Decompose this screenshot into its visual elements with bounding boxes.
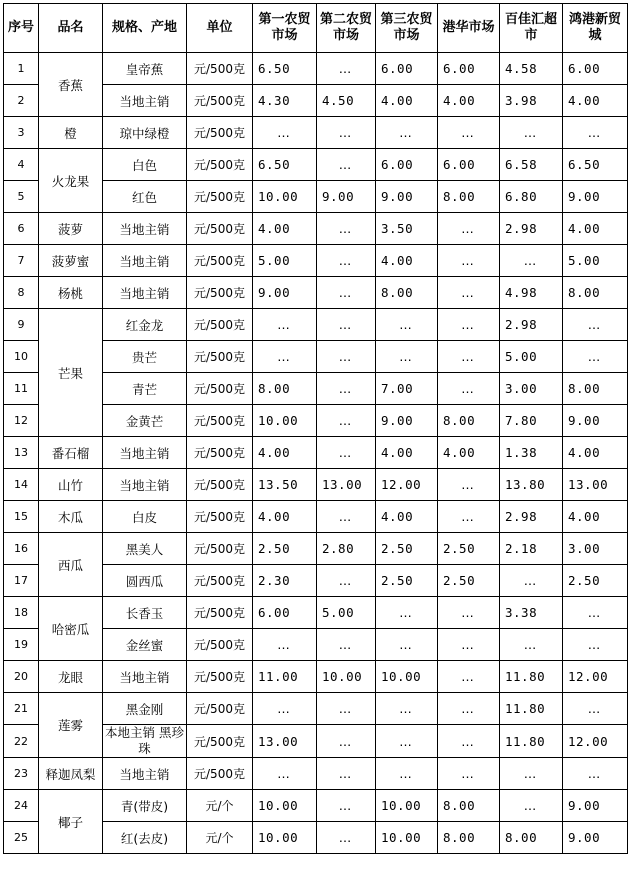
header-name: 品名 [39,4,103,53]
price-cell-market-3: … [376,341,438,373]
product-spec: 当地主销 [103,661,187,693]
product-name: 火龙果 [39,149,103,213]
price-cell-market-3: 10.00 [376,822,438,854]
price-cell-market-1: 10.00 [253,790,317,822]
row-number: 23 [4,758,39,790]
price-cell-market-3: 9.00 [376,181,438,213]
product-spec: 当地主销 [103,277,187,309]
price-cell-market-4: 4.00 [438,437,500,469]
price-cell-market-3: 6.00 [376,149,438,181]
price-cell-market-5: 3.00 [500,373,563,405]
product-spec: 金黄芒 [103,405,187,437]
product-spec: 当地主销 [103,469,187,501]
price-unit: 元/500克 [187,661,253,693]
price-cell-market-6: 4.00 [563,85,628,117]
row-number: 16 [4,533,39,565]
product-spec: 白皮 [103,501,187,533]
price-cell-market-3: 8.00 [376,277,438,309]
price-cell-market-5: 7.80 [500,405,563,437]
header-market-4: 港华市场 [438,4,500,53]
row-number: 1 [4,53,39,85]
price-cell-market-5: 3.98 [500,85,563,117]
price-cell-market-5: … [500,790,563,822]
price-cell-market-3: … [376,725,438,758]
price-cell-market-1: 5.00 [253,245,317,277]
price-cell-market-5: 11.80 [500,725,563,758]
price-cell-market-2: … [317,725,376,758]
price-cell-market-1: 11.00 [253,661,317,693]
row-number: 11 [4,373,39,405]
price-cell-market-2: … [317,693,376,725]
price-cell-market-4: 8.00 [438,790,500,822]
price-cell-market-3: … [376,629,438,661]
price-cell-market-1: 8.00 [253,373,317,405]
price-cell-market-4: … [438,501,500,533]
price-unit: 元/500克 [187,533,253,565]
header-row [4,4,628,53]
table-body [4,53,628,854]
price-cell-market-5: … [500,245,563,277]
price-cell-market-3: 9.00 [376,405,438,437]
row-number: 5 [4,181,39,213]
price-unit: 元/500克 [187,85,253,117]
row-number: 7 [4,245,39,277]
product-spec: 贵芒 [103,341,187,373]
price-cell-market-4: … [438,597,500,629]
price-cell-market-4: … [438,117,500,149]
price-cell-market-2: 13.00 [317,469,376,501]
price-cell-market-2: … [317,341,376,373]
price-cell-market-1: … [253,341,317,373]
price-cell-market-5: 8.00 [500,822,563,854]
table-row [4,533,628,565]
price-cell-market-4: 8.00 [438,181,500,213]
price-cell-market-3: 6.00 [376,53,438,85]
price-unit: 元/500克 [187,405,253,437]
row-number: 19 [4,629,39,661]
product-name: 香蕉 [39,53,103,117]
product-name: 菠萝 [39,213,103,245]
price-cell-market-1: … [253,758,317,790]
price-cell-market-4: 4.00 [438,85,500,117]
product-name: 椰子 [39,790,103,854]
price-unit: 元/500克 [187,501,253,533]
price-cell-market-1: 4.00 [253,501,317,533]
price-cell-market-1: 4.00 [253,437,317,469]
price-cell-market-2: … [317,53,376,85]
price-cell-market-4: … [438,661,500,693]
product-name: 山竹 [39,469,103,501]
price-cell-market-3: 4.00 [376,501,438,533]
price-cell-market-6: 2.50 [563,565,628,597]
price-cell-market-4: … [438,758,500,790]
price-cell-market-5: 2.98 [500,501,563,533]
header-no: 序号 [4,4,39,53]
price-cell-market-1: 2.50 [253,533,317,565]
price-cell-market-6: 3.00 [563,533,628,565]
row-number: 21 [4,693,39,725]
price-cell-market-6: 8.00 [563,277,628,309]
product-spec: 当地主销 [103,437,187,469]
price-cell-market-2: … [317,149,376,181]
price-cell-market-6: … [563,309,628,341]
price-unit: 元/500克 [187,245,253,277]
price-cell-market-5: … [500,629,563,661]
table-row [4,245,628,277]
header-market-3: 第三农贸市场 [376,4,438,53]
product-name: 莲雾 [39,693,103,758]
price-cell-market-2: … [317,822,376,854]
table-row [4,597,628,629]
price-cell-market-4: 2.50 [438,565,500,597]
price-cell-market-2: … [317,629,376,661]
price-cell-market-5: 6.58 [500,149,563,181]
price-cell-market-2: … [317,117,376,149]
price-cell-market-2: … [317,790,376,822]
table-row [4,53,628,85]
price-cell-market-2: … [317,405,376,437]
price-cell-market-4: … [438,245,500,277]
price-cell-market-6: … [563,341,628,373]
price-cell-market-3: … [376,758,438,790]
price-cell-market-6: 4.00 [563,213,628,245]
price-cell-market-4: … [438,213,500,245]
product-spec: 白色 [103,149,187,181]
price-cell-market-5: 4.98 [500,277,563,309]
product-name: 菠萝蜜 [39,245,103,277]
price-cell-market-2: … [317,309,376,341]
price-cell-market-3: 3.50 [376,213,438,245]
price-cell-market-1: 10.00 [253,822,317,854]
table-row [4,277,628,309]
price-cell-market-6: 9.00 [563,405,628,437]
table-row [4,758,628,790]
price-cell-market-1: 2.30 [253,565,317,597]
product-spec: 当地主销 [103,245,187,277]
price-cell-market-5: 1.38 [500,437,563,469]
price-unit: 元/500克 [187,469,253,501]
row-number: 9 [4,309,39,341]
price-cell-market-1: … [253,309,317,341]
price-cell-market-1: 13.00 [253,725,317,758]
price-cell-market-4: 6.00 [438,149,500,181]
price-cell-market-5: … [500,117,563,149]
price-unit: 元/500克 [187,213,253,245]
header-market-2: 第二农贸市场 [317,4,376,53]
row-number: 22 [4,725,39,758]
price-cell-market-1: 4.30 [253,85,317,117]
price-cell-market-5: … [500,758,563,790]
price-cell-market-4: … [438,693,500,725]
table-row [4,437,628,469]
price-unit: 元/500克 [187,597,253,629]
price-cell-market-1: 9.00 [253,277,317,309]
row-number: 25 [4,822,39,854]
price-cell-market-1: 6.50 [253,53,317,85]
table-row [4,693,628,725]
price-cell-market-4: … [438,629,500,661]
price-cell-market-5: 2.18 [500,533,563,565]
product-spec: 当地主销 [103,85,187,117]
product-spec: 琼中绿橙 [103,117,187,149]
price-unit: 元/500克 [187,149,253,181]
product-spec: 长香玉 [103,597,187,629]
price-cell-market-3: 4.00 [376,85,438,117]
price-cell-market-5: 5.00 [500,341,563,373]
price-cell-market-1: 10.00 [253,181,317,213]
price-table-container [3,3,628,854]
product-name: 释迦凤梨 [39,758,103,790]
table-row [4,661,628,693]
product-name: 橙 [39,117,103,149]
price-cell-market-2: 4.50 [317,85,376,117]
row-number: 13 [4,437,39,469]
price-cell-market-2: … [317,565,376,597]
price-cell-market-5: … [500,565,563,597]
fruit-price-table [3,3,628,854]
price-unit: 元/个 [187,790,253,822]
price-cell-market-4: … [438,373,500,405]
product-spec: 皇帝蕉 [103,53,187,85]
price-cell-market-2: … [317,501,376,533]
price-unit: 元/500克 [187,758,253,790]
product-spec: 青芒 [103,373,187,405]
price-unit: 元/500克 [187,629,253,661]
product-name: 番石榴 [39,437,103,469]
product-spec: 金丝蜜 [103,629,187,661]
price-cell-market-5: 4.58 [500,53,563,85]
row-number: 3 [4,117,39,149]
price-cell-market-2: … [317,245,376,277]
header-unit: 单位 [187,4,253,53]
price-unit: 元/500克 [187,53,253,85]
table-row [4,790,628,822]
price-cell-market-2: 10.00 [317,661,376,693]
row-number: 2 [4,85,39,117]
row-number: 8 [4,277,39,309]
price-cell-market-6: … [563,758,628,790]
price-cell-market-6: … [563,597,628,629]
row-number: 17 [4,565,39,597]
price-cell-market-2: … [317,437,376,469]
price-cell-market-4: … [438,725,500,758]
price-cell-market-2: … [317,277,376,309]
price-cell-market-3: 4.00 [376,437,438,469]
price-cell-market-1: 10.00 [253,405,317,437]
price-cell-market-1: … [253,693,317,725]
header-market-1: 第一农贸市场 [253,4,317,53]
product-name: 龙眼 [39,661,103,693]
price-cell-market-2: … [317,373,376,405]
product-name: 杨桃 [39,277,103,309]
product-spec: 圆西瓜 [103,565,187,597]
price-cell-market-5: 13.80 [500,469,563,501]
product-spec: 红(去皮) [103,822,187,854]
price-cell-market-6: 12.00 [563,725,628,758]
price-cell-market-2: 2.80 [317,533,376,565]
price-cell-market-4: 2.50 [438,533,500,565]
price-unit: 元/500克 [187,373,253,405]
price-cell-market-4: 6.00 [438,53,500,85]
price-cell-market-6: 12.00 [563,661,628,693]
price-cell-market-4: … [438,309,500,341]
row-number: 15 [4,501,39,533]
product-spec: 当地主销 [103,758,187,790]
product-spec: 当地主销 [103,213,187,245]
price-cell-market-6: … [563,693,628,725]
price-cell-market-3: … [376,597,438,629]
price-cell-market-1: … [253,629,317,661]
price-cell-market-3: 12.00 [376,469,438,501]
price-cell-market-6: 4.00 [563,437,628,469]
price-cell-market-6: 13.00 [563,469,628,501]
table-row [4,469,628,501]
price-unit: 元/500克 [187,341,253,373]
price-cell-market-2: … [317,213,376,245]
row-number: 12 [4,405,39,437]
table-row [4,501,628,533]
price-cell-market-4: … [438,277,500,309]
price-cell-market-3: … [376,309,438,341]
price-unit: 元/500克 [187,309,253,341]
price-cell-market-6: 4.00 [563,501,628,533]
product-spec: 本地主销 黑珍珠 [103,725,187,758]
row-number: 4 [4,149,39,181]
price-cell-market-2: … [317,758,376,790]
price-cell-market-4: … [438,341,500,373]
price-cell-market-4: 8.00 [438,822,500,854]
row-number: 20 [4,661,39,693]
price-cell-market-6: 6.50 [563,149,628,181]
price-cell-market-2: 9.00 [317,181,376,213]
price-cell-market-5: 3.38 [500,597,563,629]
product-name: 哈密瓜 [39,597,103,661]
price-unit: 元/500克 [187,565,253,597]
price-cell-market-4: 8.00 [438,405,500,437]
header-market-5: 百佳汇超市 [500,4,563,53]
price-cell-market-1: 13.50 [253,469,317,501]
row-number: 14 [4,469,39,501]
price-cell-market-2: 5.00 [317,597,376,629]
table-row [4,149,628,181]
price-unit: 元/个 [187,822,253,854]
table-row [4,309,628,341]
price-cell-market-5: 11.80 [500,661,563,693]
price-cell-market-3: 4.00 [376,245,438,277]
product-name: 木瓜 [39,501,103,533]
table-row [4,213,628,245]
price-cell-market-6: 8.00 [563,373,628,405]
price-cell-market-5: 2.98 [500,213,563,245]
product-spec: 青(带皮) [103,790,187,822]
price-cell-market-5: 2.98 [500,309,563,341]
price-cell-market-6: 9.00 [563,822,628,854]
price-cell-market-4: … [438,469,500,501]
price-cell-market-5: 6.80 [500,181,563,213]
price-cell-market-3: 10.00 [376,790,438,822]
price-cell-market-5: 11.80 [500,693,563,725]
price-cell-market-1: 6.00 [253,597,317,629]
price-unit: 元/500克 [187,117,253,149]
product-spec: 红色 [103,181,187,213]
header-market-6: 鸿港新贸城 [563,4,628,53]
price-cell-market-6: 9.00 [563,181,628,213]
price-unit: 元/500克 [187,277,253,309]
price-cell-market-3: 7.00 [376,373,438,405]
price-unit: 元/500克 [187,181,253,213]
header-spec: 规格、产地 [103,4,187,53]
price-cell-market-1: 6.50 [253,149,317,181]
price-cell-market-6: … [563,629,628,661]
price-cell-market-3: 2.50 [376,565,438,597]
price-unit: 元/500克 [187,437,253,469]
product-spec: 黑美人 [103,533,187,565]
price-cell-market-3: … [376,693,438,725]
price-cell-market-3: 2.50 [376,533,438,565]
price-cell-market-3: 10.00 [376,661,438,693]
price-cell-market-6: … [563,117,628,149]
row-number: 24 [4,790,39,822]
price-cell-market-1: 4.00 [253,213,317,245]
product-spec: 黑金刚 [103,693,187,725]
table-row [4,117,628,149]
price-unit: 元/500克 [187,725,253,758]
price-cell-market-6: 6.00 [563,53,628,85]
row-number: 10 [4,341,39,373]
product-spec: 红金龙 [103,309,187,341]
product-name: 西瓜 [39,533,103,597]
price-cell-market-6: 5.00 [563,245,628,277]
price-cell-market-3: … [376,117,438,149]
row-number: 18 [4,597,39,629]
product-name: 芒果 [39,309,103,437]
price-unit: 元/500克 [187,693,253,725]
price-cell-market-6: 9.00 [563,790,628,822]
price-cell-market-1: … [253,117,317,149]
row-number: 6 [4,213,39,245]
